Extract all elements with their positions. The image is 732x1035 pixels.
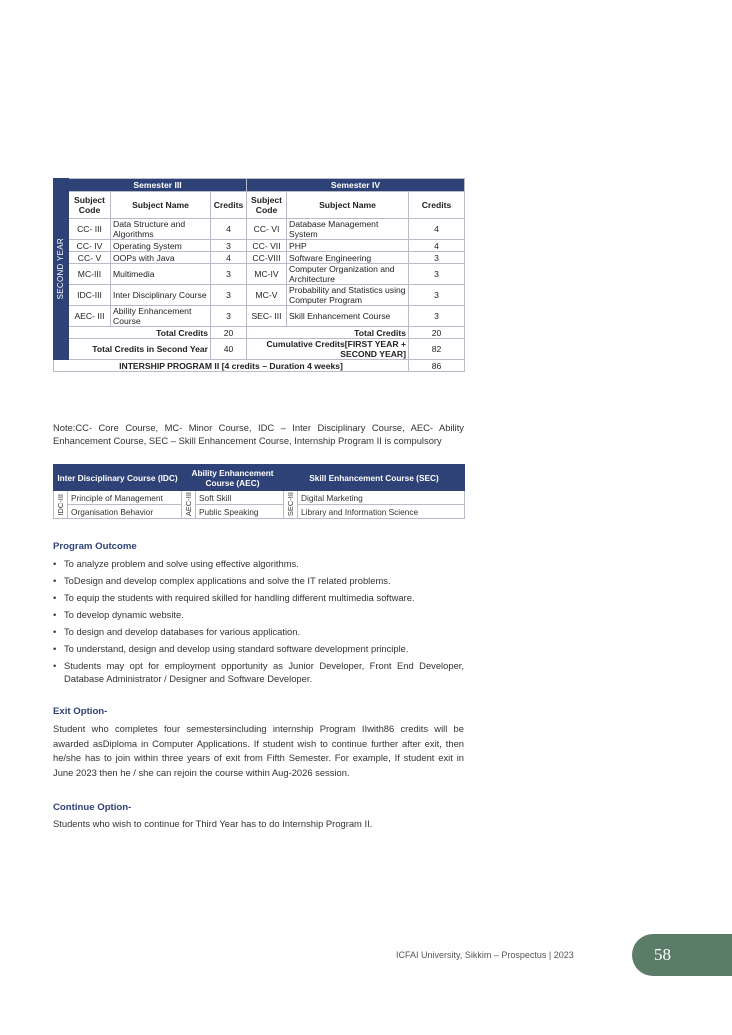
sem4-credits: 4 xyxy=(409,240,465,252)
second-year-label: SECOND YEAR xyxy=(56,238,65,300)
sem3-subject-name: Multimedia xyxy=(111,264,211,285)
sem3-subject-code-header: Subject Code xyxy=(69,192,111,219)
aec-side-label-cell xyxy=(182,491,196,519)
table-row xyxy=(54,285,465,306)
sem4-subject-code: CC- VII xyxy=(247,240,287,252)
bullet-icon: • xyxy=(53,558,57,569)
aec-header: Ability Enhancement Course (AEC) xyxy=(182,465,284,491)
sem4-credits: 3 xyxy=(409,306,465,327)
sem4-subject-name: PHP xyxy=(287,240,409,252)
bullet-icon: • xyxy=(53,660,57,671)
sem3-credits: 4 xyxy=(211,219,247,240)
sem3-credits: 3 xyxy=(211,264,247,285)
table-row xyxy=(54,306,465,327)
program-outcome-list xyxy=(53,557,464,689)
sem4-subject-name-header: Subject Name xyxy=(287,192,409,219)
column-header-row xyxy=(54,192,465,219)
outcome-text: To analyze problem and solve using effective algorithms. xyxy=(64,558,299,569)
sem3-credits-header: Credits xyxy=(211,192,247,219)
table-row xyxy=(54,505,465,519)
idc-course-item: Organisation Behavior xyxy=(68,505,182,519)
year-total-row xyxy=(54,339,465,360)
sem4-total-credits-value: 20 xyxy=(409,327,465,339)
aec-course-item: Public Speaking xyxy=(196,505,284,519)
sem3-total-credits-value: 20 xyxy=(211,327,247,339)
exit-option-text: Student who completes four semestersincluding internship Program IIwith86 credits will be awarded asDiploma in Computer Applications. If student wish to continue further after exit, then he/she has to join within three years of exit from Fifth Semester. For example, If student exit in June 2023 then he / she can rejoin the course within Aug-2026 session. xyxy=(53,723,464,778)
exit-option-heading: Exit Option- xyxy=(53,706,108,717)
aec-side-label: AEC-III xyxy=(183,492,193,517)
list-item xyxy=(53,659,464,685)
program-outcome-heading: Program Outcome xyxy=(53,541,137,552)
abbreviation-note: Note:CC- Core Course, MC- Minor Course, IDC – Inter Disciplinary Course, AEC- Ability Enhancement Course, SEC – Skill Enhancement Course, Internship Program II is compulsory xyxy=(53,422,464,446)
sec-course-item: Library and Information Science xyxy=(298,505,465,519)
list-item xyxy=(53,557,464,570)
second-year-credits-value: 40 xyxy=(211,339,247,360)
outcome-text: To develop dynamic website. xyxy=(64,609,184,620)
table-row xyxy=(54,252,465,264)
outcome-text: Students may opt for employment opportunity as Junior Developer, Front End Developer, Database Administrator / Designer and Software Developer. xyxy=(64,660,464,684)
outcome-text: ToDesign and develop complex applications and solve the IT related problems. xyxy=(64,575,391,586)
semester-credits-table xyxy=(53,178,465,372)
internship-program-value: 86 xyxy=(409,360,465,372)
list-item xyxy=(53,591,464,604)
elective-courses-table xyxy=(53,464,465,519)
outcome-text: To equip the students with required skilled for handling different multimedia software. xyxy=(64,592,415,603)
sec-side-label-cell xyxy=(284,491,298,519)
sem3-credits: 3 xyxy=(211,285,247,306)
sem4-subject-code-header: Subject Code xyxy=(247,192,287,219)
sem3-subject-code: IDC-III xyxy=(69,285,111,306)
sem4-credits: 3 xyxy=(409,264,465,285)
idc-side-label: IDC-III xyxy=(55,493,65,516)
page-number-tab xyxy=(632,934,732,976)
list-item xyxy=(53,625,464,638)
continue-option-text: Students who wish to continue for Third Year has to do Internship Program II. xyxy=(53,818,373,829)
bullet-icon: • xyxy=(53,643,57,654)
footer-text: ICFAI University, Sikkim – Prospectus | 2023 xyxy=(396,950,574,960)
sem4-subject-name: Skill Enhancement Course xyxy=(287,306,409,327)
sem4-subject-name: Software Engineering xyxy=(287,252,409,264)
internship-program-label: INTERSHIP PROGRAM II [4 credits – Duration 4 weeks] xyxy=(54,360,409,372)
cumulative-credits-value: 82 xyxy=(409,339,465,360)
continue-option-heading: Continue Option- xyxy=(53,802,132,813)
sem3-subject-code: MC-III xyxy=(69,264,111,285)
aec-course-item: Soft Skill xyxy=(196,491,284,505)
sem3-subject-name: Inter Disciplinary Course xyxy=(111,285,211,306)
sem3-total-credits-label: Total Credits xyxy=(69,327,211,339)
table-row xyxy=(54,264,465,285)
list-item xyxy=(53,642,464,655)
sem4-total-credits-label: Total Credits xyxy=(247,327,409,339)
sem4-subject-name: Probability and Statistics using Computer Program xyxy=(287,285,409,306)
sem3-subject-code: AEC- III xyxy=(69,306,111,327)
table-row xyxy=(54,491,465,505)
sec-course-item: Digital Marketing xyxy=(298,491,465,505)
table-row xyxy=(54,219,465,240)
sem4-subject-code: MC-IV xyxy=(247,264,287,285)
sec-header: Skill Enhancement Course (SEC) xyxy=(284,465,465,491)
sem4-subject-name: Database Management System xyxy=(287,219,409,240)
idc-header: Inter Disciplinary Course (IDC) xyxy=(54,465,182,491)
semester-4-header: Semester IV xyxy=(247,179,465,192)
outcome-text: To understand, design and develop using standard software development principle. xyxy=(64,643,409,654)
sem3-credits: 3 xyxy=(211,240,247,252)
sem3-subject-name: Operating System xyxy=(111,240,211,252)
idc-side-label-cell xyxy=(54,491,68,519)
bullet-icon: • xyxy=(53,575,57,586)
sem4-subject-code: CC-VIII xyxy=(247,252,287,264)
semester-3-header: Semester III xyxy=(69,179,247,192)
sem4-credits: 3 xyxy=(409,252,465,264)
sem4-subject-code: SEC- III xyxy=(247,306,287,327)
bullet-icon: • xyxy=(53,592,57,603)
bullet-icon: • xyxy=(53,626,57,637)
sem3-subject-name: OOPs with Java xyxy=(111,252,211,264)
sem3-subject-name: Ability Enhancement Course xyxy=(111,306,211,327)
second-year-credits-label: Total Credits in Second Year xyxy=(69,339,211,360)
sem4-subject-name: Computer Organization and Architecture xyxy=(287,264,409,285)
cumulative-credits-label: Cumulative Credits[FIRST YEAR + SECOND YEAR] xyxy=(247,339,409,360)
total-credits-row xyxy=(54,327,465,339)
bullet-icon: • xyxy=(53,609,57,620)
sem3-subject-name: Data Structure and Algorithms xyxy=(111,219,211,240)
sem4-credits-header: Credits xyxy=(409,192,465,219)
list-item xyxy=(53,608,464,621)
sem4-credits: 3 xyxy=(409,285,465,306)
sem3-subject-code: CC- V xyxy=(69,252,111,264)
internship-row xyxy=(54,360,465,372)
second-year-side-band xyxy=(54,179,69,360)
sem3-subject-code: CC- III xyxy=(69,219,111,240)
table-row xyxy=(54,240,465,252)
sem3-credits: 4 xyxy=(211,252,247,264)
sem3-subject-code: CC- IV xyxy=(69,240,111,252)
sem4-subject-code: CC- VI xyxy=(247,219,287,240)
sem4-credits: 4 xyxy=(409,219,465,240)
idc-course-item: Principle of Management xyxy=(68,491,182,505)
outcome-text: To design and develop databases for various application. xyxy=(64,626,301,637)
sec-side-label: SEC-III xyxy=(285,492,295,517)
list-item xyxy=(53,574,464,587)
sem3-credits: 3 xyxy=(211,306,247,327)
sem4-subject-code: MC-V xyxy=(247,285,287,306)
page-number: 58 xyxy=(654,945,671,964)
sem3-subject-name-header: Subject Name xyxy=(111,192,211,219)
